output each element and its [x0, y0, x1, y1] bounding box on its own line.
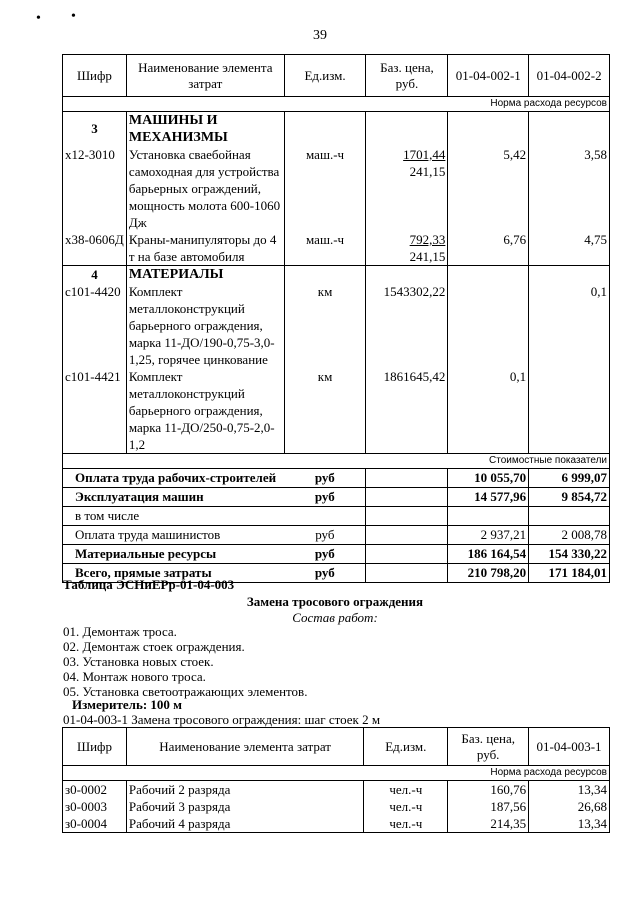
- summary-unit: [284, 507, 366, 526]
- row-value-1: [448, 283, 529, 368]
- row-price: 187,56: [448, 798, 529, 815]
- header-code: Шифр: [63, 55, 127, 97]
- summary-value-1: 2 937,21: [448, 526, 529, 545]
- operation-item: 03. Установка новых стоек.: [63, 654, 214, 669]
- row-name: Рабочий 3 разряда: [126, 798, 363, 815]
- summary-value-2: 9 854,72: [529, 488, 610, 507]
- row-price: 214,35: [448, 815, 529, 833]
- header-col1: 01-04-003-1: [529, 728, 610, 766]
- section-number: 3: [63, 112, 127, 147]
- section-number: 4: [63, 266, 127, 284]
- operation-item: 01. Демонтаж троса.: [63, 624, 177, 639]
- section-title: МАТЕРИАЛЫ: [126, 266, 284, 284]
- header-unit: Ед.изм.: [284, 55, 366, 97]
- row-name: Установка сваебойная самоходная для устройства барьерных ограждений, мощность молота 600-1060 Дж: [126, 146, 284, 231]
- summary-unit: руб: [284, 488, 366, 507]
- row-value-1: 5,42: [448, 146, 529, 231]
- row-unit: маш.-ч: [284, 231, 366, 266]
- summary-value-1: 14 577,96: [448, 488, 529, 507]
- summary-value-1: [448, 507, 529, 526]
- header-price: Баз. цена, руб.: [366, 55, 448, 97]
- row-name: Рабочий 4 разряда: [126, 815, 363, 833]
- row-value-2: 3,58: [529, 146, 610, 231]
- row-unit: маш.-ч: [284, 146, 366, 231]
- summary-label: Эксплуатация машин: [63, 488, 285, 507]
- row-value-2: 4,75: [529, 231, 610, 266]
- scan-mark: •: [36, 11, 41, 26]
- row-unit: км: [284, 283, 366, 368]
- norm-label: Норма расхода ресурсов: [63, 766, 610, 781]
- header-name: Наименование элемента затрат: [126, 55, 284, 97]
- table-title: Таблица ЭСНиЕРр-01-04-003: [63, 577, 235, 592]
- summary-label: Оплата труда машинистов: [63, 526, 285, 545]
- header-col1: 01-04-002-1: [448, 55, 529, 97]
- summary-label: Материальные ресурсы: [63, 545, 285, 564]
- row-name: Комплект металлоконструкций барьерного ограждения, марка 11-ДО/250-0,75-2,0-1,2: [126, 368, 284, 454]
- row-value-1: 26,68: [529, 798, 610, 815]
- row-price: 792,33: [409, 232, 446, 247]
- row-name: Краны-манипуляторы до 4 т на базе автомобиля: [126, 231, 284, 266]
- row-price-2: 241,15: [409, 249, 446, 264]
- summary-value-1: 10 055,70: [448, 469, 529, 488]
- header-name: Наименование элемента затрат: [126, 728, 363, 766]
- row-price: 1861645,42: [366, 368, 448, 454]
- row-value-1: 6,76: [448, 231, 529, 266]
- row-price: 1701,44: [403, 147, 446, 162]
- header-col2: 01-04-002-2: [529, 55, 610, 97]
- summary-value-1: 210 798,20: [448, 564, 529, 583]
- row-price-2: 241,15: [409, 164, 446, 179]
- summary-label: Всего, прямые затраты: [63, 564, 285, 583]
- summary-value-2: 154 330,22: [529, 545, 610, 564]
- summary-unit: руб: [284, 469, 366, 488]
- summary-value-1: 186 164,54: [448, 545, 529, 564]
- summary-value-2: [529, 507, 610, 526]
- resource-table-1: [62, 54, 610, 583]
- row-price: 160,76: [448, 781, 529, 799]
- row-value-1: 13,34: [529, 815, 610, 833]
- table-name: Замена тросового ограждения: [246, 594, 424, 609]
- row-code: х12-3010: [63, 146, 127, 231]
- row-unit: чел.-ч: [364, 815, 448, 833]
- row-value-2: 0,1: [529, 283, 610, 368]
- header-code: Шифр: [63, 728, 127, 766]
- norm-subtitle: 01-04-003-1 Замена тросового ограждения: шаг стоек 2 м: [63, 712, 381, 727]
- summary-value-2: 171 184,01: [529, 564, 610, 583]
- section-title: МАШИНЫ И МЕХАНИЗМЫ: [126, 112, 284, 147]
- row-unit: чел.-ч: [364, 798, 448, 815]
- row-code: х38-0606Д: [63, 231, 127, 266]
- header-unit: Ед.изм.: [364, 728, 448, 766]
- row-name: Рабочий 2 разряда: [126, 781, 363, 799]
- page-number: 39: [313, 28, 327, 43]
- summary-value-2: 2 008,78: [529, 526, 610, 545]
- summary-unit: руб: [284, 526, 366, 545]
- row-code: с101-4421: [63, 368, 127, 454]
- row-code: с101-4420: [63, 283, 127, 368]
- summary-unit: руб: [284, 545, 366, 564]
- scan-mark: •: [71, 9, 76, 24]
- composition-label: Состав работ:: [292, 610, 378, 625]
- operation-item: 02. Демонтаж стоек ограждения.: [63, 639, 245, 654]
- summary-label: Оплата труда рабочих-строителей: [63, 469, 285, 488]
- row-price: 1543302,22: [366, 283, 448, 368]
- summary-unit: руб: [284, 564, 366, 583]
- resource-table-2: [62, 727, 610, 833]
- measure-unit: Измеритель: 100 м: [72, 697, 183, 712]
- row-code: з0-0004: [63, 815, 127, 833]
- row-value-1: 0,1: [448, 368, 529, 454]
- row-code: з0-0002: [63, 781, 127, 799]
- row-value-2: [529, 368, 610, 454]
- row-name: Комплект металлоконструкций барьерного ограждения, марка 11-ДО/190-0,75-3,0-1,25, горячее цинкование: [126, 283, 284, 368]
- row-unit: чел.-ч: [364, 781, 448, 799]
- cost-label: Стоимостные показатели: [63, 454, 610, 469]
- norm-label: Норма расхода ресурсов: [63, 97, 610, 112]
- summary-label: в том числе: [63, 507, 285, 526]
- row-unit: км: [284, 368, 366, 454]
- header-price: Баз. цена, руб.: [448, 728, 529, 766]
- row-code: з0-0003: [63, 798, 127, 815]
- operation-item: 05. Установка светоотражающих элементов.: [63, 684, 308, 699]
- row-value-1: 13,34: [529, 781, 610, 799]
- summary-value-2: 6 999,07: [529, 469, 610, 488]
- operation-item: 04. Монтаж нового троса.: [63, 669, 206, 684]
